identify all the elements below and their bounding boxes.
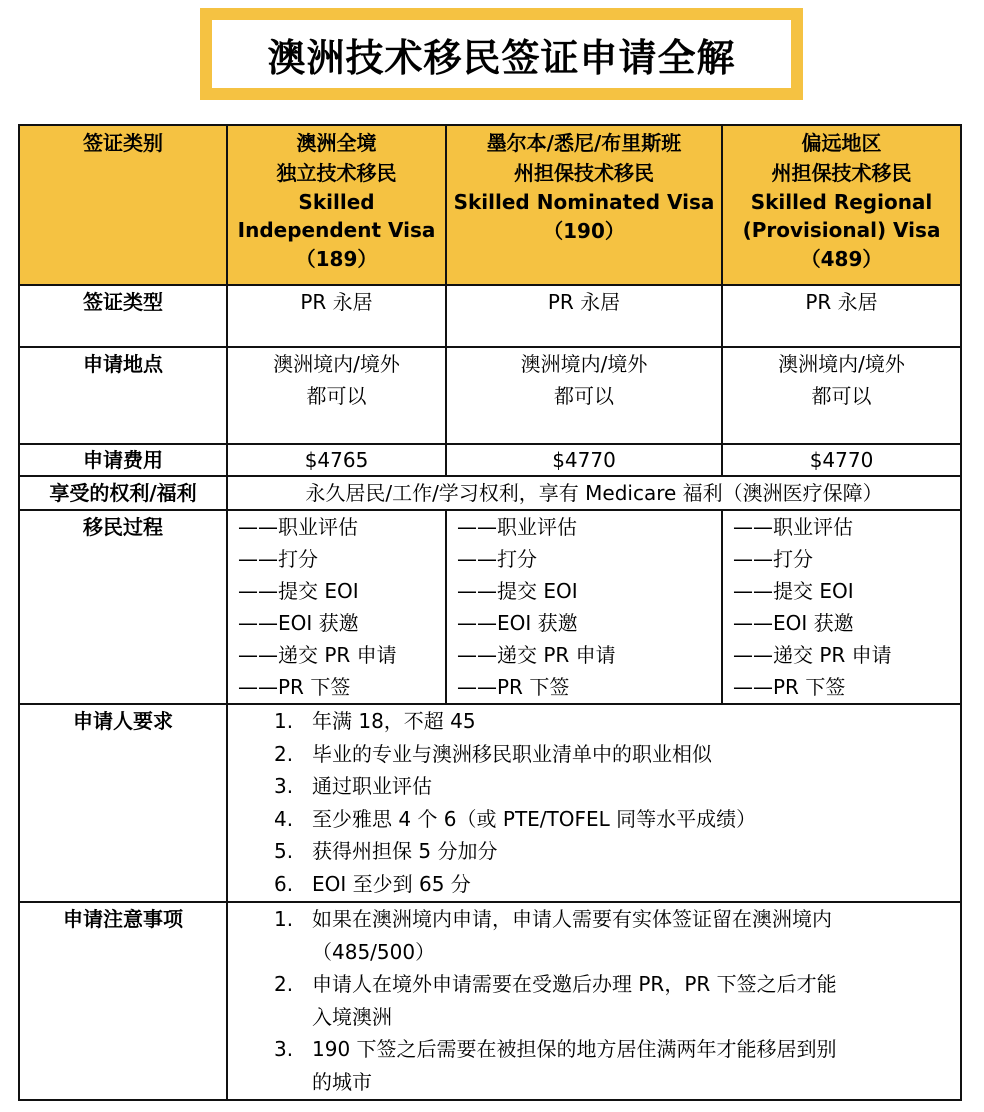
list-item — [228, 868, 960, 901]
cell-fee-189: $4765 — [227, 444, 446, 476]
row-label: 申请地点 — [19, 347, 227, 444]
cell-place-189 — [227, 347, 446, 444]
list-item — [228, 738, 960, 771]
cell-process-189 — [227, 510, 446, 704]
row-label: 申请费用 — [19, 444, 227, 476]
header-en-line1: Skilled Nominated Visa — [453, 190, 715, 214]
list-item — [228, 803, 960, 836]
table-row-process — [19, 510, 961, 704]
process-step: ——职业评估 — [238, 515, 358, 539]
list-number: 4. — [274, 806, 294, 831]
list-number: 5. — [274, 839, 294, 863]
cell-visa-type-189: PR 永居 — [227, 285, 446, 347]
visa-comparison-table — [18, 124, 962, 1101]
cell-place-190 — [446, 347, 722, 444]
cell-notes — [227, 902, 961, 1100]
process-step: ——提交 EOI — [238, 579, 359, 603]
header-cn-line1: 澳洲全境 — [296, 131, 377, 155]
cell-fee-489: $4770 — [722, 444, 961, 476]
header-en-line1: Skilled Regional — [750, 190, 933, 214]
list-text-line1: 190 下签之后需要在被担保的地方居住满两年才能移居到别 — [312, 1037, 837, 1061]
process-step: ——职业评估 — [457, 515, 577, 539]
list-text: 至少雅思 4 个 6（或 PTE/TOFEL 同等水平成绩） — [312, 806, 757, 831]
table-row-rights — [19, 476, 961, 510]
table-row-fee — [19, 444, 961, 476]
table-row-requirements — [19, 704, 961, 902]
header-cn-line2: 独立技术移民 — [276, 161, 397, 185]
header-cn-line2: 州担保技术移民 — [771, 161, 912, 185]
header-visa-190 — [446, 125, 722, 285]
cell-visa-type-489: PR 永居 — [722, 285, 961, 347]
list-text: EOI 至少到 65 分 — [312, 871, 471, 896]
process-step: ——打分 — [238, 547, 318, 571]
process-step: ——PR 下签 — [457, 675, 570, 699]
row-label: 享受的权利/福利 — [19, 476, 227, 510]
process-step: ——PR 下签 — [733, 675, 846, 699]
list-item — [228, 705, 960, 738]
process-step: ——提交 EOI — [457, 579, 578, 603]
list-text-line2: 入境澳洲 — [312, 1004, 392, 1029]
list-number: 3. — [274, 774, 294, 798]
list-text-line2: 的城市 — [312, 1069, 372, 1094]
header-en-line2: Independent Visa — [237, 218, 436, 242]
place-line2: 都可以 — [554, 384, 614, 408]
header-code: （190） — [543, 219, 625, 243]
list-number: 2. — [274, 972, 294, 996]
title-banner — [200, 8, 803, 100]
place-line1: 澳洲境内/境外 — [778, 352, 905, 376]
cell-fee-190: $4770 — [446, 444, 722, 476]
list-item — [228, 770, 960, 803]
header-cn-line1: 墨尔本/悉尼/布里斯班 — [486, 131, 682, 155]
list-number: 2. — [274, 741, 294, 766]
table-row-visa-type — [19, 285, 961, 347]
cell-rights: 永久居民/工作/学习权利，享有 Medicare 福利（澳洲医疗保障） — [227, 476, 961, 510]
row-label: 申请注意事项 — [19, 902, 227, 1100]
list-text: 获得州担保 5 分加分 — [312, 839, 498, 863]
page-title: 澳洲技术移民签证申请全解 — [212, 20, 791, 88]
cell-process-489 — [722, 510, 961, 704]
place-line1: 澳洲境内/境外 — [273, 352, 400, 376]
table-header-row — [19, 125, 961, 285]
list-number: 6. — [274, 871, 294, 896]
header-cn-line1: 偏远地区 — [801, 131, 882, 155]
list-item — [228, 835, 960, 868]
process-step: ——递交 PR 申请 — [457, 643, 616, 667]
cell-requirements — [227, 704, 961, 902]
table-row-place — [19, 347, 961, 444]
header-label: 签证类别 — [19, 125, 227, 285]
cell-place-489 — [722, 347, 961, 444]
row-label: 移民过程 — [19, 510, 227, 704]
list-item — [228, 968, 960, 1033]
row-label: 签证类型 — [19, 285, 227, 347]
list-number: 1. — [274, 907, 294, 931]
process-step: ——递交 PR 申请 — [733, 643, 892, 667]
list-number: 1. — [274, 709, 294, 733]
header-visa-189 — [227, 125, 446, 285]
process-step: ——职业评估 — [733, 515, 853, 539]
process-step: ——PR 下签 — [238, 675, 351, 699]
place-line2: 都可以 — [811, 384, 872, 408]
process-step: ——递交 PR 申请 — [238, 643, 397, 667]
header-visa-489 — [722, 125, 961, 285]
process-step: ——打分 — [457, 547, 537, 571]
row-label: 申请人要求 — [19, 704, 227, 902]
place-line1: 澳洲境内/境外 — [520, 352, 648, 376]
list-text-line1: 如果在澳洲境内申请，申请人需要有实体签证留在澳洲境内 — [312, 907, 832, 931]
list-text-line1: 申请人在境外申请需要在受邀后办理 PR，PR 下签之后才能 — [312, 972, 837, 996]
header-code: （189） — [295, 247, 378, 271]
process-step: ——EOI 获邀 — [733, 611, 854, 635]
header-en-line1: Skilled — [298, 190, 375, 214]
list-text: 通过职业评估 — [312, 774, 432, 798]
list-number: 3. — [274, 1037, 294, 1061]
process-step: ——提交 EOI — [733, 579, 854, 603]
cell-process-190 — [446, 510, 722, 704]
list-text-line2: （485/500） — [312, 939, 436, 964]
table-row-notes — [19, 902, 961, 1100]
header-en-line2: (Provisional) Visa — [742, 218, 941, 242]
notes-list — [228, 903, 960, 1098]
header-cn-line2: 州担保技术移民 — [514, 161, 654, 185]
list-item — [228, 1033, 960, 1098]
process-step: ——EOI 获邀 — [238, 611, 359, 635]
list-item — [228, 903, 960, 968]
process-step: ——EOI 获邀 — [457, 611, 578, 635]
list-text: 毕业的专业与澳洲移民职业清单中的职业相似 — [312, 741, 712, 766]
requirements-list — [228, 705, 960, 900]
place-line2: 都可以 — [306, 384, 367, 408]
header-code: （489） — [800, 247, 883, 271]
process-step: ——打分 — [733, 547, 813, 571]
cell-visa-type-190: PR 永居 — [446, 285, 722, 347]
list-text: 年满 18，不超 45 — [312, 709, 476, 733]
